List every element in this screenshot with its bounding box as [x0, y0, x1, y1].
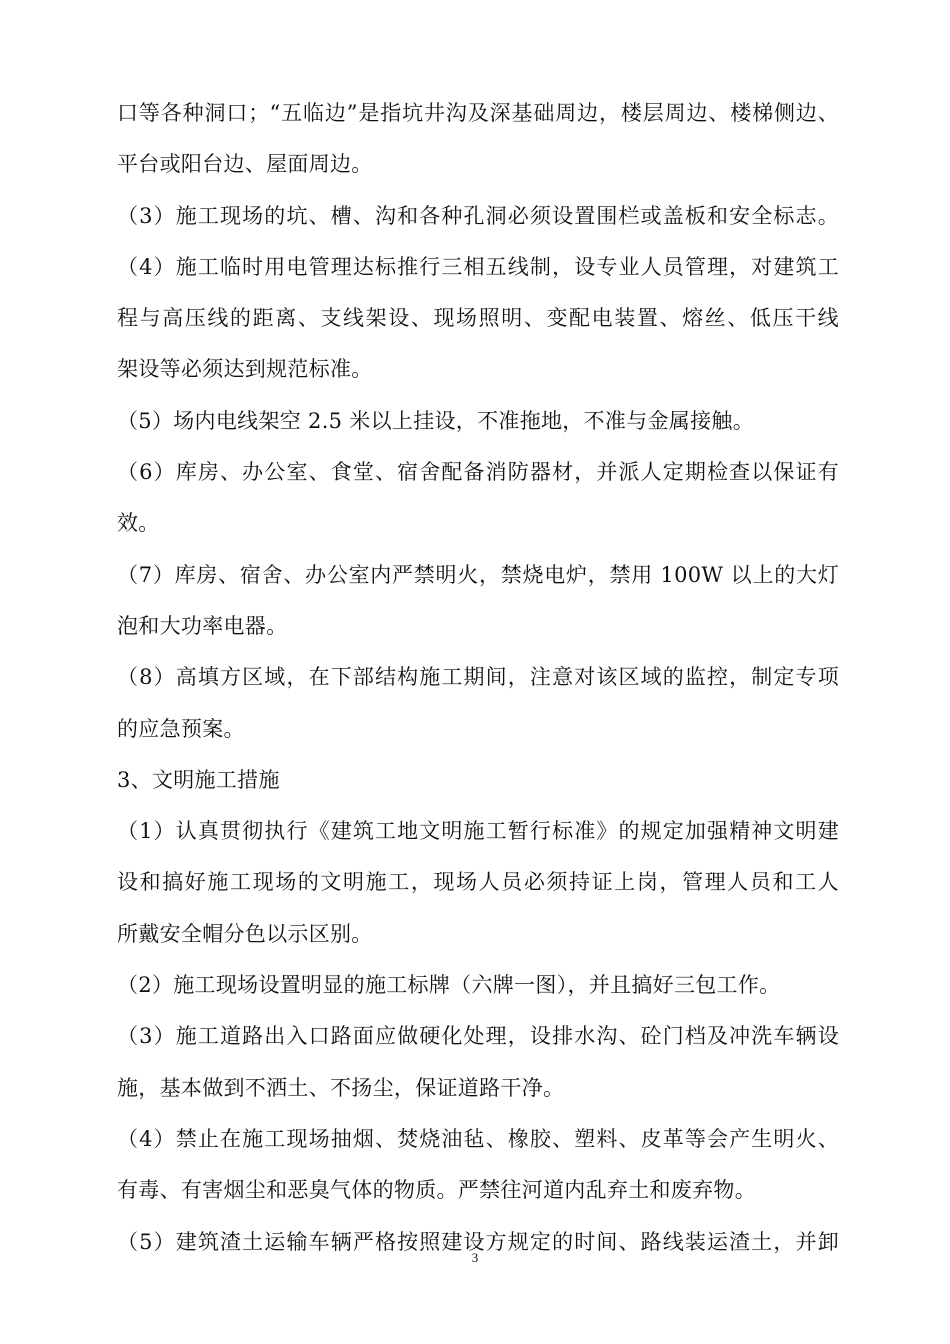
text-line: 平台或阳台边、屋面周边。: [117, 152, 373, 177]
text-line: （6）库房、办公室、食堂、宿舍配备消防器材，并派人定期检查以保证有: [117, 460, 839, 485]
text-line: （3）施工道路出入口路面应做硬化处理，设排水沟、砼门档及冲洗车辆设: [117, 1024, 839, 1049]
text-line: 所戴安全帽分色以示区别。: [117, 921, 373, 946]
text-line: （2）施工现场设置明显的施工标牌（六牌一图），并且搞好三包工作。: [117, 973, 781, 998]
page-number: 3: [471, 1250, 479, 1265]
text-line: 程与高压线的距离、支线架设、现场照明、变配电装置、熔丝、低压干线: [117, 306, 839, 331]
body-text: [117, 88, 839, 1268]
text-line: （1）认真贯彻执行《建筑工地文明施工暂行标准》的规定加强精神文明建: [117, 819, 839, 844]
text-line: 施，基本做到不洒土、不扬尘，保证道路干净。: [117, 1075, 565, 1100]
text-line: 架设等必须达到规范标准。: [117, 357, 373, 382]
text-line: （5）建筑渣土运输车辆严格按照建设方规定的时间、路线装运渣土，并卸: [117, 1229, 839, 1254]
text-line: （8）高填方区域，在下部结构施工期间，注意对该区域的监控，制定专项: [117, 665, 839, 690]
text-line: （5）场内电线架空 2.5 米以上挂设，不准拖地，不准与金属接触。: [117, 408, 755, 433]
text-line: （3）施工现场的坑、槽、沟和各种孔洞必须设置围栏或盖板和安全标志。: [117, 203, 839, 228]
text-line: 泡和大功率电器。: [117, 613, 288, 638]
section-heading: 3、文明施工措施: [117, 767, 280, 792]
text-line: 的应急预案。: [117, 716, 245, 741]
text-line: 设和搞好施工现场的文明施工，现场人员必须持证上岗，管理人员和工人: [117, 870, 839, 895]
text-line: 效。: [117, 511, 160, 536]
text-line: （4）施工临时用电管理达标推行三相五线制，设专业人员管理，对建筑工: [117, 254, 839, 279]
text-line: （4）禁止在施工现场抽烟、焚烧油毡、橡胶、塑料、皮革等会产生明火、: [117, 1126, 839, 1151]
text-line: 口等各种洞口；“五临边”是指坑井沟及深基础周边，楼层周边、楼梯侧边、: [117, 101, 839, 125]
text-line: 有毒、有害烟尘和恶臭气体的物质。严禁往河道内乱弃土和废弃物。: [117, 1178, 756, 1203]
text-line: （7）库房、宿舍、办公室内严禁明火，禁烧电炉，禁用 100W 以上的大灯: [117, 562, 839, 587]
